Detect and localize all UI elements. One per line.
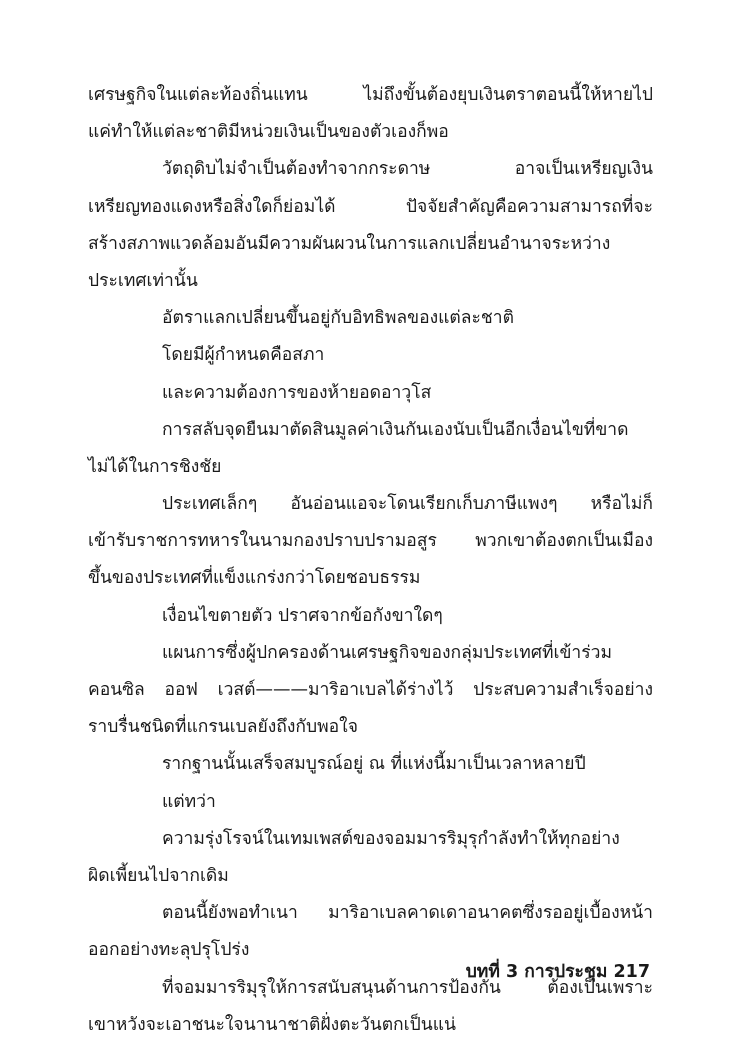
paragraph-first-line: แต่ทว่า	[162, 791, 216, 812]
text-line: เขาหวังจะเอาชนะใจนานาชาติฝั่งตะวันตกเป็นแน่	[88, 1014, 456, 1035]
paragraph-first-line: และความต้องการของห้ายอดอาวุโส	[162, 382, 432, 403]
text-line: แค่ทำให้แต่ละชาติมีหน่วยเงินเป็นของตัวเองก็พอ	[88, 122, 449, 143]
body-text	[88, 77, 653, 1044]
text-line: ประเทศเท่านั้น	[88, 270, 198, 291]
text-line: ออกอย่างทะลุปรุโปร่ง	[88, 940, 250, 961]
paragraph-first-line: ความรุ่งโรจน์ในเทมเพสต์ของจอมมารริมุรุกำลังทำให้ทุกอย่าง	[162, 828, 620, 849]
text-line: ผิดเพี้ยนไปจากเดิม	[88, 865, 229, 886]
paragraph-first-line: วัตถุดิบไม่จำเป็นต้องทำจากกระดาษ อาจเป็นเหรียญเงิน	[162, 159, 653, 180]
text-line: เศรษฐกิจในแต่ละท้องถิ่นแทน ไม่ถึงขั้นต้องยุบเงินตราตอนนี้ให้หายไป	[88, 85, 653, 105]
text-line: เหรียญทองแดงหรือสิ่งใดก็ย่อมได้ ปัจจัยสำคัญคือความสามารถที่จะ	[88, 196, 653, 217]
text-line: เข้ารับราชการทหารในนามกองปราบปรามอสูร พวกเขาต้องตกเป็นเมือง	[88, 531, 653, 552]
text-line: ราบรื่นชนิดที่แกรนเบลยังถึงกับพอใจ	[88, 717, 358, 738]
paragraph-first-line: เงื่อนไขตายตัว ปราศจากข้อกังขาใดๆ	[162, 605, 443, 626]
paragraph-first-line: รากฐานนั้นเสร็จสมบูรณ์อยู่ ณ ที่แห่งนี้มาเป็นเวลาหลายปี	[162, 754, 586, 775]
paragraph-first-line: อัตราแลกเปลี่ยนขึ้นอยู่กับอิทธิพลของแต่ละชาติ	[162, 308, 514, 329]
text-line: คอนซิล ออฟ เวสต์———มาริอาเบลได้ร่างไว้ ประสบความสำเร็จอย่าง	[88, 680, 653, 700]
page-footer: บทที่ 3 การประชุม 217	[465, 962, 650, 982]
text-line: สร้างสภาพแวดล้อมอันมีความผันผวนในการแลกเปลี่ยนอำนาจระหว่าง	[88, 233, 611, 254]
paragraph-first-line: ตอนนี้ยังพอทำเนา มาริอาเบลคาดเดาอนาคตซึ่งรออยู่เบื้องหน้า	[162, 903, 653, 924]
paragraph-first-line: โดยมีผู้กำหนดคือสภา	[162, 345, 325, 366]
paragraph-first-line: ประเทศเล็กๆ อันอ่อนแอจะโดนเรียกเก็บภาษีแพงๆ หรือไม่ก็	[162, 494, 653, 515]
text-line: ไม่ได้ในการชิงชัย	[88, 456, 222, 477]
paragraph-first-line: ที่จอมมารริมุรุให้การสนับสนุนด้านการป้องกัน ต้องเป็นเพราะ	[162, 977, 653, 998]
paragraph-first-line: แผนการซึ่งผู้ปกครองด้านเศรษฐกิจของกลุ่มประเทศที่เข้าร่วม	[162, 642, 613, 663]
text-line: ขึ้นของประเทศที่แข็งแกร่งกว่าโดยชอบธรรม	[88, 568, 421, 589]
paragraph-first-line: การสลับจุดยืนมาตัดสินมูลค่าเงินกันเองนับเป็นอีกเงื่อนไขที่ขาด	[162, 419, 629, 440]
